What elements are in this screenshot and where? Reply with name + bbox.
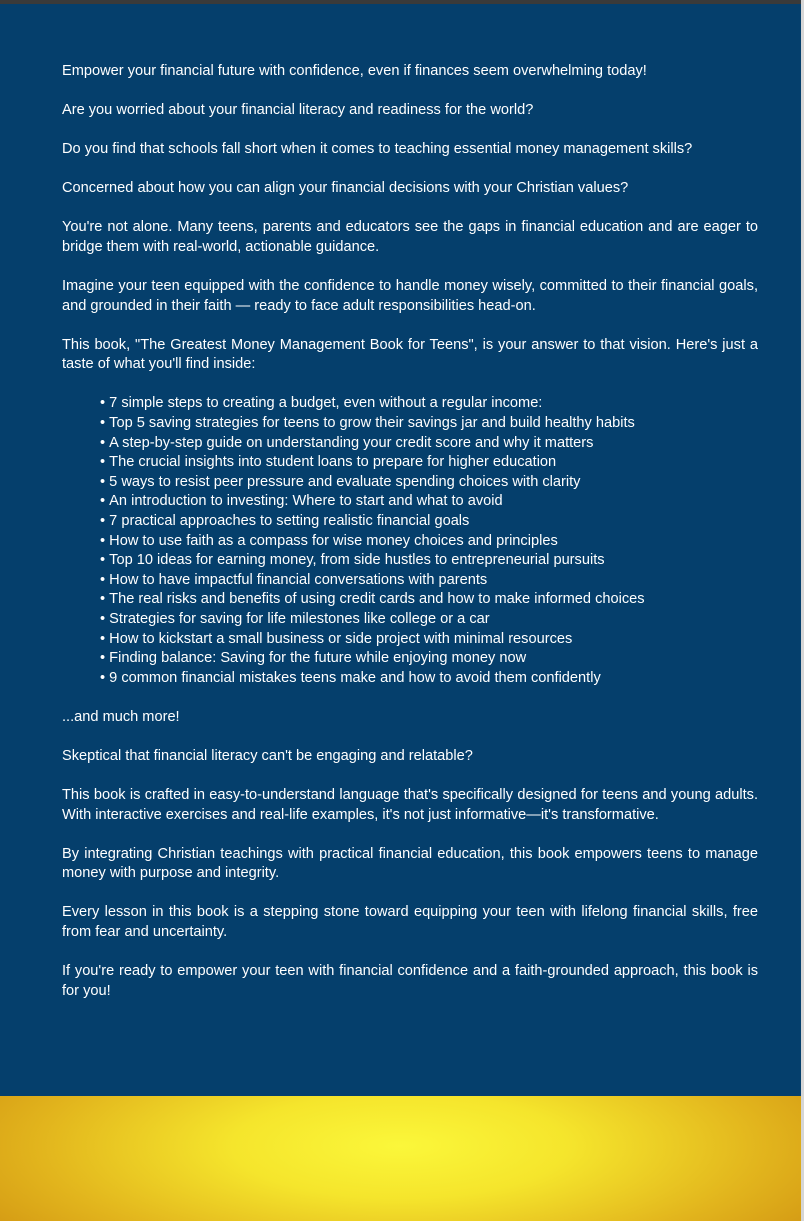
feature-list-item: • 7 practical approaches to setting realistic financial goals (100, 512, 758, 532)
outro-paragraph: Skeptical that financial literacy can't be engaging and relatable? (62, 747, 473, 764)
feature-list-item: • Finding balance: Saving for the future while enjoying money now (100, 649, 758, 669)
feature-list-item: • How to have impactful financial conversations with parents (100, 571, 758, 591)
outro-paragraph: By integrating Christian teachings with practical financial education, this book empowers teens to manage money with purpose and integrity. (62, 845, 758, 882)
feature-list-item: • 5 ways to resist peer pressure and evaluate spending choices with clarity (100, 473, 758, 493)
feature-list-item: • 7 simple steps to creating a budget, even without a regular income: (100, 394, 758, 414)
intro-paragraph: This book, "The Greatest Money Management Book for Teens", is your answer to that vision. Here's just a taste of what you'll find inside: (62, 336, 758, 373)
feature-list-item: • 9 common financial mistakes teens make and how to avoid them confidently (100, 669, 758, 689)
outro-paragraph: This book is crafted in easy-to-understand language that's specifically designed for teens and young adults. With interactive exercises and real-life examples, it's not just informative—it's transformative. (62, 787, 758, 823)
feature-list-item: • How to use faith as a compass for wise money choices and principles (100, 532, 758, 552)
feature-list (62, 394, 758, 688)
description-text (62, 62, 758, 1021)
outro-paragraph: ...and much more! (62, 708, 180, 725)
intro-paragraph: Empower your financial future with confidence, even if finances seem overwhelming today! (62, 63, 647, 79)
intro-paragraph: Do you find that schools fall short when it comes to teaching essential money management skills? (62, 141, 693, 158)
feature-list-item: • An introduction to investing: Where to start and what to avoid (100, 492, 758, 512)
outro-paragraph: Every lesson in this book is a stepping stone toward equipping your teen with lifelong financial skills, free from fear and uncertainty. (62, 904, 758, 940)
outro-paragraph: If you're ready to empower your teen with financial confidence and a faith-grounded approach, this book is for you! (62, 963, 758, 999)
feature-list-item: • How to kickstart a small business or side project with minimal resources (100, 630, 758, 650)
intro-paragraph: You're not alone. Many teens, parents and educators see the gaps in financial education and are eager to bridge them with real-world, actionable guidance. (62, 219, 758, 255)
intro-paragraph: Concerned about how you can align your financial decisions with your Christian values? (62, 180, 629, 197)
feature-list-item: • A step-by-step guide on understanding your credit score and why it matters (100, 434, 758, 454)
feature-list-item: • Top 5 saving strategies for teens to grow their savings jar and build healthy habits (100, 414, 758, 434)
gold-footer-band (0, 1096, 801, 1221)
feature-list-item: • Strategies for saving for life milestones like college or a car (100, 610, 758, 630)
feature-list-item: • Top 10 ideas for earning money, from side hustles to entrepreneurial pursuits (100, 551, 758, 571)
feature-list-item: • The crucial insights into student loans to prepare for higher education (100, 453, 758, 473)
intro-paragraph: Are you worried about your financial literacy and readiness for the world? (62, 102, 534, 119)
feature-list-item: • The real risks and benefits of using credit cards and how to make informed choices (100, 590, 758, 610)
intro-paragraph: Imagine your teen equipped with the confidence to handle money wisely, committed to their financial goals, and grounded in their faith — ready to face adult responsibilities head-on. (62, 278, 758, 314)
